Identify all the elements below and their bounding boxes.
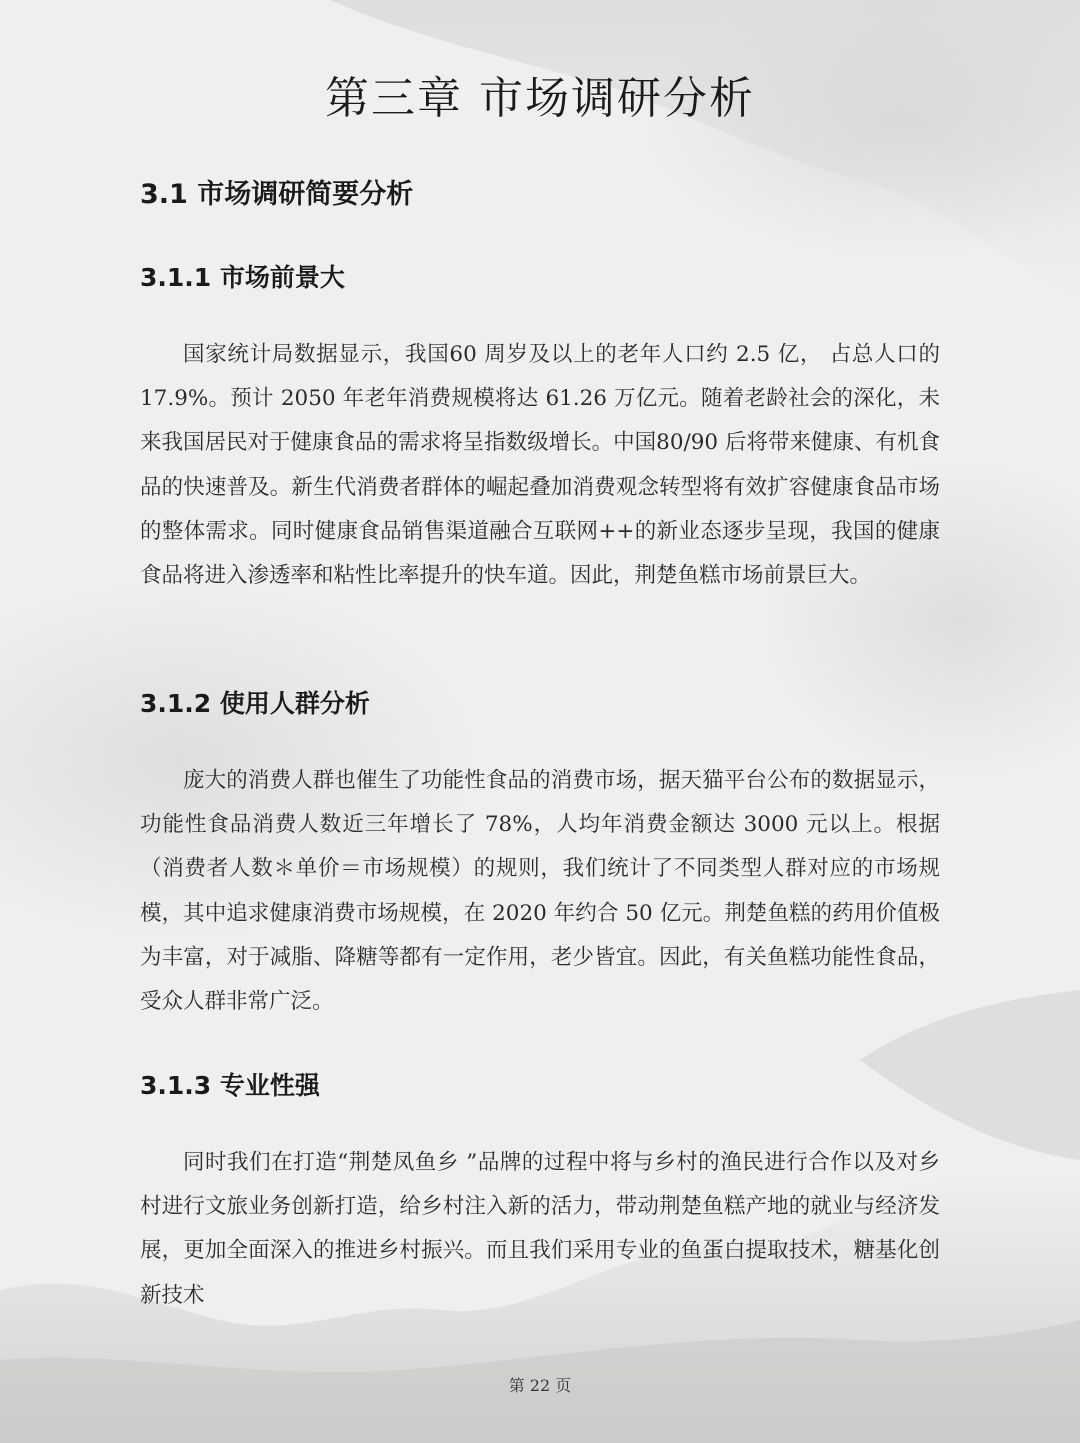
chapter-title: 第三章 市场调研分析 (325, 73, 755, 124)
section-heading-3-1-3: 3.1.3 专业性强 (140, 1071, 320, 1100)
page-number: 第 22 页 (508, 1376, 572, 1395)
section-heading-3-1: 3.1 市场调研简要分析 (140, 179, 414, 210)
section-heading-3-1-2: 3.1.2 使用人群分析 (140, 689, 370, 718)
paragraph-market-outlook: 国家统计局数据显示，我国60 周岁及以上的老年人口约 2.5 亿， 占总人口的 17.9%。预计 2050 年老年消费规模将达 61.26 万亿元。随着老龄社会的深化，未来我国居民对于健康食品的需求将呈指数级增长。中国80/90 后将带来健康、有机食品的快速普及。新生代消费者群体的崛起叠加消费观念转型将有效扩容健康食品市场的整体需求。同时健康食品销售渠道融合互联网++的新业态逐步呈现，我国的健康食品将进入渗透率和粘性比率提升的快车道。因此，荆楚鱼糕市场前景巨大。 (140, 342, 940, 589)
paragraph-user-groups: 庞大的消费人群也催生了功能性食品的消费市场，据天猫平台公布的数据显示，功能性食品消费人数近三年增长了 78%，人均年消费金额达 3000 元以上。根据（消费者人数＊单价＝市场规模）的规则，我们统计了不同类型人群对应的市场规模，其中追求健康消费市场规模，在 2020 年约合 50 亿元。荆楚鱼糕的药用价值极为丰富，对于减脂、降糖等都有一定作用，老少皆宜。因此，有关鱼糕功能性食品，受众人群非常广泛。 (140, 768, 940, 1015)
section-heading-3-1-1: 3.1.1 市场前景大 (140, 263, 345, 292)
paragraph-professionalism: 同时我们在打造“荆楚凤鱼乡 ”品牌的过程中将与乡村的渔民进行合作以及对乡村进行文旅业务创新打造，给乡村注入新的活力，带动荆楚鱼糕产地的就业与经济发展，更加全面深入的推进乡村振兴。而且我们采用专业的鱼蛋白提取技术，糖基化创新技术 (140, 1150, 940, 1308)
